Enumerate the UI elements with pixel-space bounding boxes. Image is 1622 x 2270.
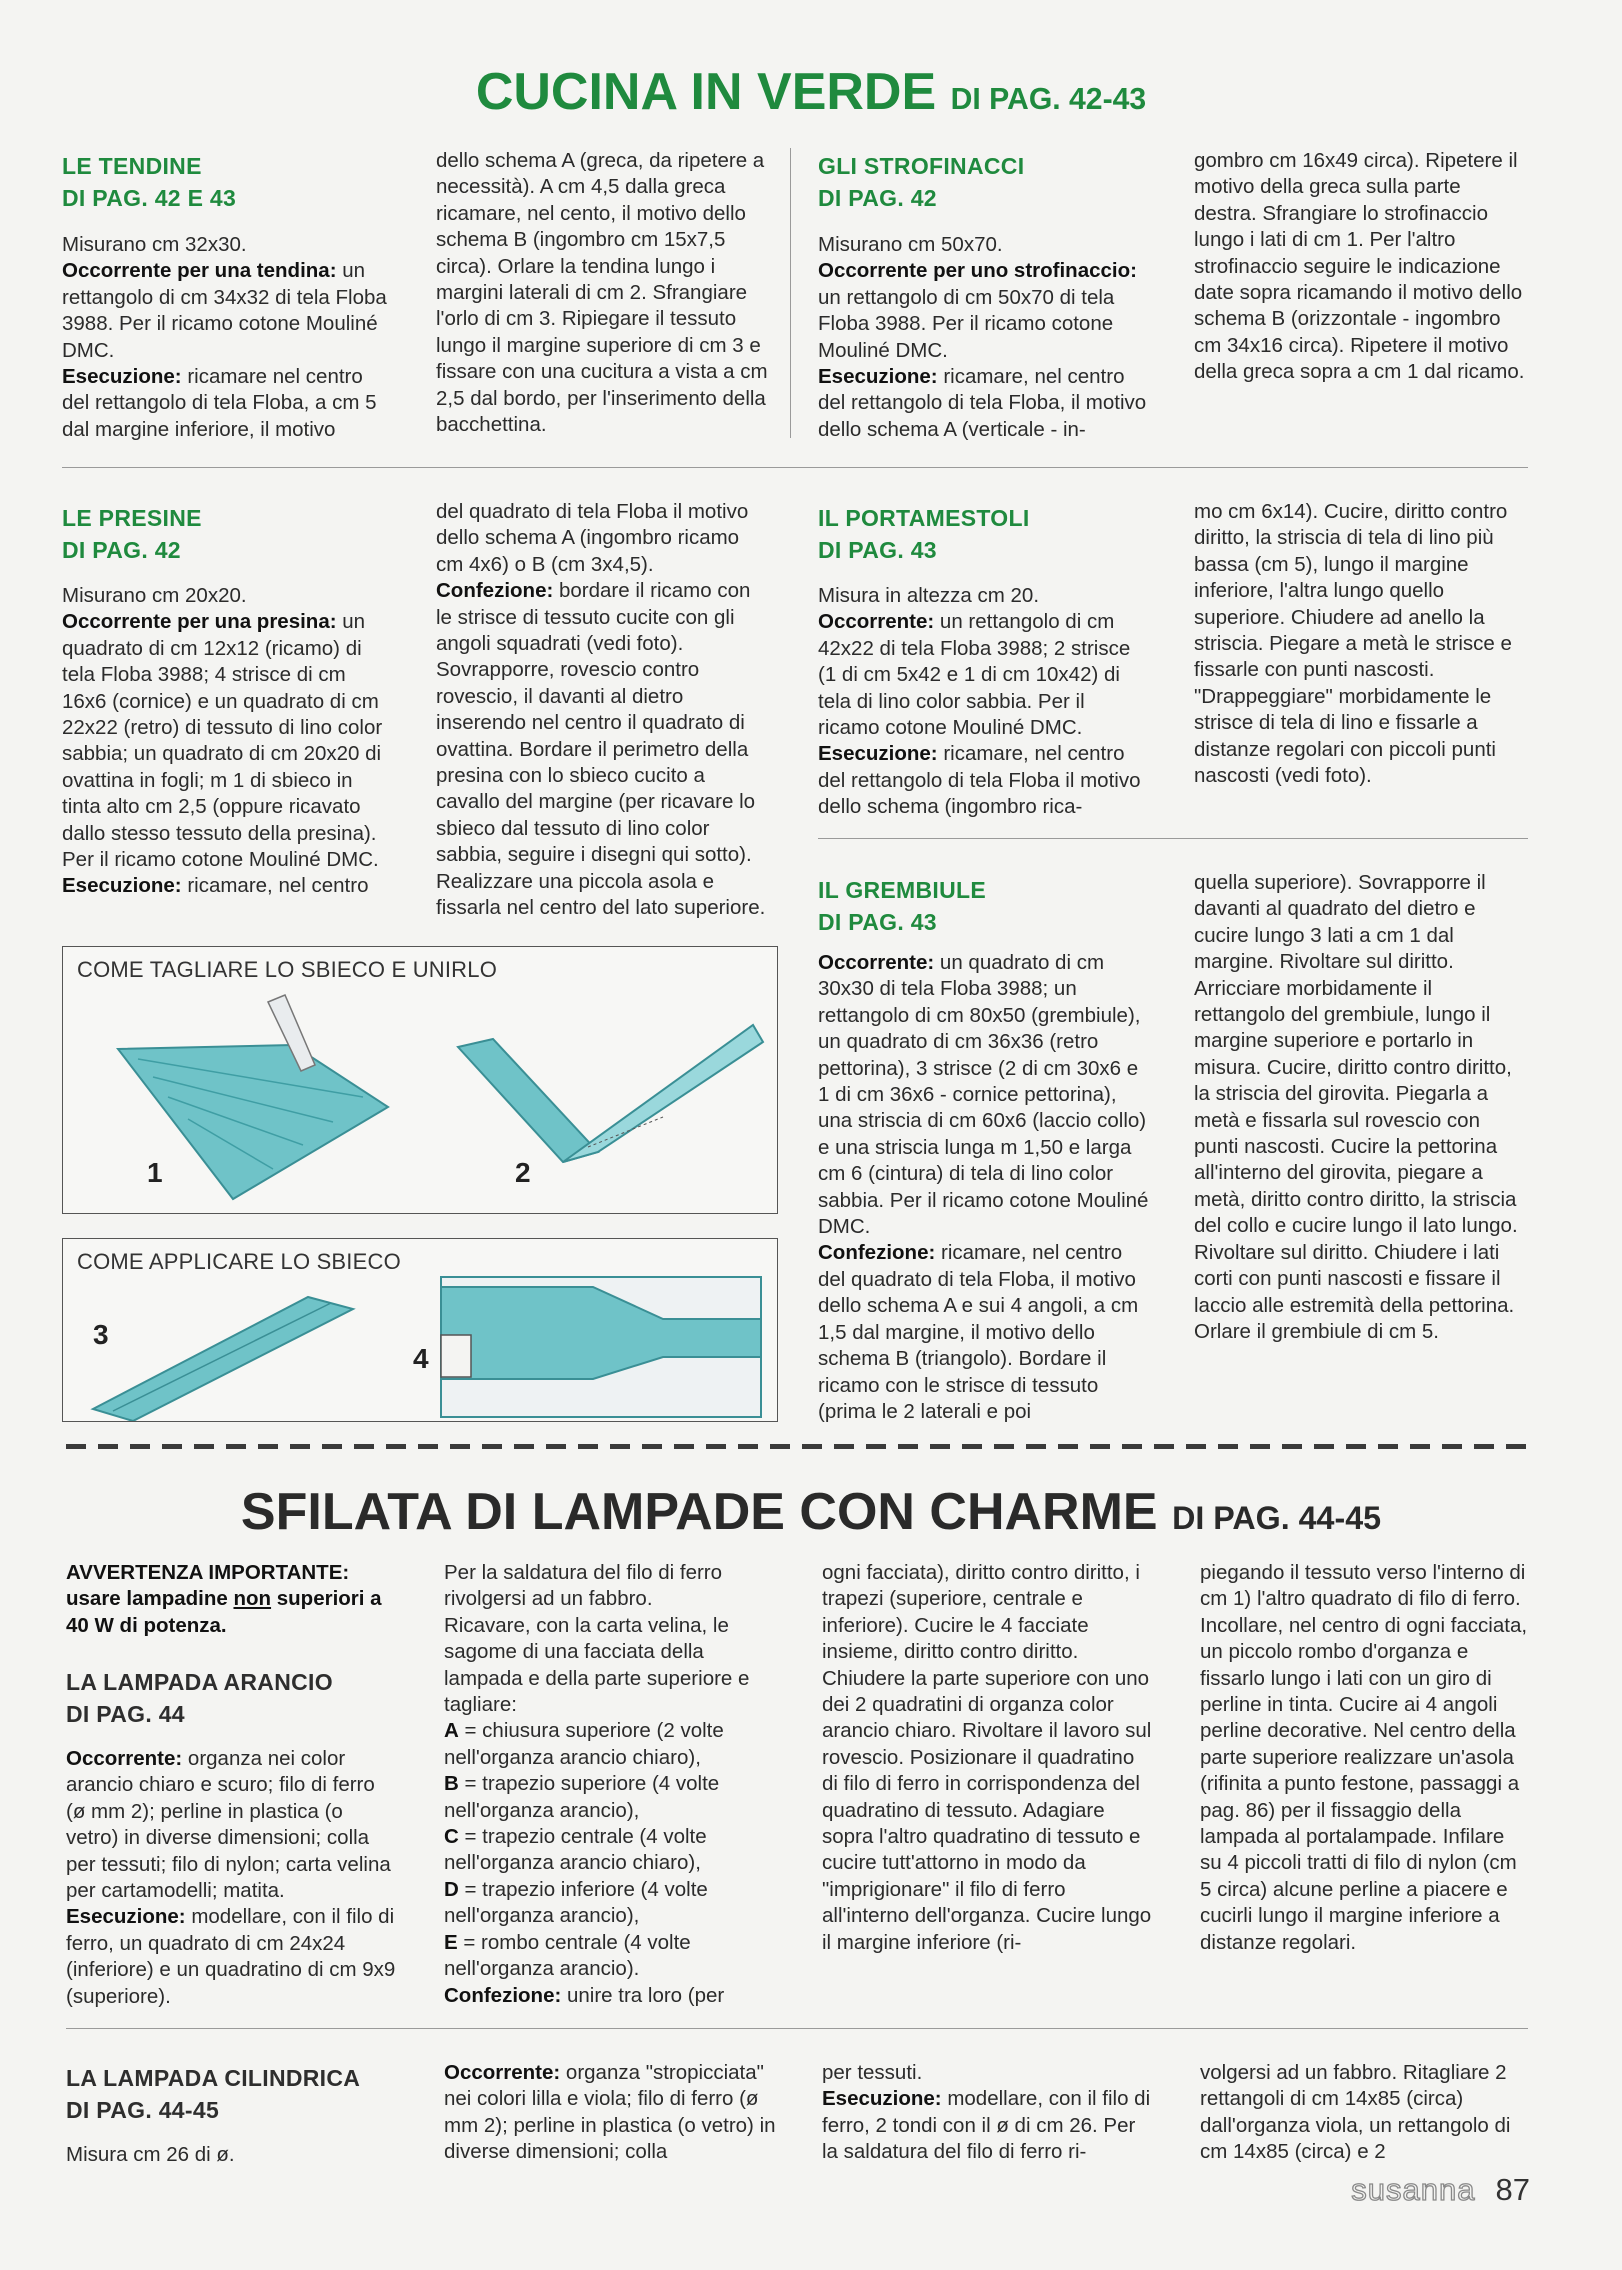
bold-lead: Occorrente per uno strofinaccio: — [818, 259, 1137, 283]
figure-number-3: 3 — [93, 1319, 109, 1350]
section-title-lampade: SFILATA DI LAMPADE CON CHARME DI PAG. 44-45 — [240, 1483, 1382, 1541]
paragraph-text: un quadrato di cm 12x12 (ricamo) di tela Floba 3988; 4 strisce di cm 16x6 (cornice) e un quadrato di cm 22x22 (retro) di tessuto di lino color sabbia; un quadrato di cm 20x20 di ovattina in fogli; m 1 di sbieco in tinta alto cm 2,5 (oppure ricavato dallo stesso tessuto della presina). Per il ricamo cotone Mouliné DMC. — [62, 610, 383, 872]
paragraph — [62, 873, 394, 899]
text-grembiule-col2: quella superiore). Sovrapporre il davanti al quadrato del dietro e cucire lungo 3 lati a cm 1 dal margine. Rivoltare sul diritto. Arricciare morbidamente il rettangolo del grembiule, lungo il margine superiore e portarlo in misura. Cucire, diritto contro diritto, la striscia del girovita. Piegarla a metà e fissarla sul rovescio con punti nascosti. Cucire la pettorina all'interno del girovita, piegare a metà, diritto contro diritto, la striscia del collo e cucire lungo il lato lungo. Rivoltare sul diritto. Chiudere i lati corti con punti nascosti e fissare il laccio alle estremità della pettorina. Orlare il grembiule di cm 5. — [1194, 871, 1518, 1343]
bold-lead: Esecuzione: — [818, 365, 938, 389]
paragraph — [444, 1824, 778, 1877]
paragraph-text: ricamare, nel centro del rettangolo di tela Floba il motivo dello schema (ingombro rica- — [818, 742, 1141, 819]
paragraph-text: unire tra loro (per — [561, 1983, 725, 2007]
bold-lead: C — [444, 1825, 459, 1849]
paragraph — [444, 1983, 778, 2009]
paragraph-text: un rettangolo di cm 42x22 di tela Floba 3988; 2 strisce (1 di cm 5x42 e 1 di cm 10x42) di tela di lino color sabbia. Per il ricamo cotone Mouliné DMC. — [818, 610, 1131, 740]
bold-lead: Occorrente per una tendina: — [62, 259, 337, 283]
text-cilindrica-col4: volgersi ad un fabbro. Ritagliare 2 rettangoli di cm 14x85 (circa) dall'organza viola, un rettangolo di cm 14x85 (circa) e 2 — [1200, 2061, 1511, 2164]
paragraph-text: Misurano cm 50x70. — [818, 233, 1003, 256]
paragraph — [818, 1240, 1150, 1425]
text-cilindrica-col3 — [822, 2060, 1154, 2166]
paragraph-text: ricamare, nel centro — [181, 874, 369, 898]
bias-cut-illustration — [63, 947, 777, 1213]
paragraph — [444, 2060, 778, 2166]
paragraph — [62, 232, 394, 258]
paragraph-text: ricamare, nel centro del quadrato di tela Floba, il motivo dello schema A e sui 4 angoli, a cm 1,5 dal margine, il motivo dello schema B (triangolo). Bordare il ricamo con le strisce di tessuto (prima le 2 laterali e poi — [818, 1241, 1139, 1423]
paragraph — [444, 1718, 778, 1771]
text-cilindrica-col1: Misura cm 26 di ø. — [66, 2143, 235, 2166]
paragraph — [818, 583, 1150, 609]
text-portamestoli-col2: mo cm 6x14). Cucire, diritto contro diritto, la striscia di tela di lino più bassa (cm 5), lungo il margine inferiore, l'altra lungo quello superiore. Chiudere ad anello la striscia. Piegare a metà le strisce e fissarle con punti nascosti. "Drappeggiare" morbidamente le strisce di tela di lino e fissarle a distanze regolari con piccoli punti nascosti (vedi foto). — [1194, 500, 1512, 788]
bold-lead: Esecuzione: — [822, 2087, 942, 2111]
paragraph — [436, 578, 770, 921]
paragraph — [818, 950, 1150, 1240]
text-strofinacci-col2: gombro cm 16x49 circa). Ripetere il motivo della greca sulla parte destra. Sfrangiare lo strofinaccio lungo i lati di cm 1. Per l'altro strofinaccio seguire le indicazione date sopra ricamando il motivo dello schema B (orizzontale - ingombro cm 34x16 circa). Ripetere il motivo della greca sopra a cm 1 dal ricamo. — [1194, 149, 1525, 384]
paragraph — [66, 1904, 396, 2010]
paragraph-text: un quadrato di cm 30x30 di tela Floba 3988; un rettangolo di cm 80x50 (grembiule), un quadrato di cm 36x36 (retro pettorina), 3 strisce (2 di cm 30x6 e 1 di cm 36x6 - cornice pettorina), una striscia di cm 60x6 (laccio collo) e una striscia lunga m 1,50 e larga cm 6 (cintura) di tela di lino color sabbia. Per il ricamo cotone Mouliné DMC. — [818, 951, 1149, 1239]
paragraph-text: ricamare, nel centro del rettangolo di tela Floba, il motivo dello schema A (verticale - in- — [818, 365, 1147, 441]
paragraph — [444, 1613, 778, 1719]
diagram-panel-cut-bias — [62, 946, 778, 1214]
paragraph — [444, 1771, 778, 1824]
paragraph — [62, 609, 394, 873]
paragraph — [444, 1560, 778, 1613]
text-presine-col2 — [436, 499, 770, 922]
text-tendine-col1 — [62, 232, 394, 443]
text-portamestoli-col1 — [818, 583, 1150, 821]
text-arancio-col3: ogni facciata), diritto contro diritto, i trapezi (superiore, centrale e inferiore). Cucire le 4 facciate insieme, diritto contro diritto. Chiudere la parte superiore con uno dei 2 quadratini di organza color arancio chiaro. Rivoltare il lavoro sul rovescio. Posizionare il quadratino di filo di ferro in corrispondenza del quadratino di tessuto. Adagiare sopra l'altro quadratino di tessuto e cucire tutt'attorno in modo da "imprigionare" il filo di ferro all'interno dell'organza. Cucire lungo il margine inferiore (ri- — [822, 1561, 1152, 1954]
paragraph-text: = trapezio inferiore (4 volte nell'organza arancio), — [444, 1877, 708, 1928]
bias-apply-illustration — [63, 1239, 777, 1421]
bold-lead: Occorrente: — [818, 610, 935, 634]
paragraph-text: = chiusura superiore (2 volte nell'organza arancio chiaro), — [444, 1719, 724, 1769]
heading-grembiule: IL GREMBIULE DI PAG. 43 — [818, 877, 987, 935]
page-number: 87 — [1495, 2172, 1530, 2207]
heading-presine: LE PRESINE DI PAG. 42 — [62, 505, 202, 563]
bold-lead: Confezione: — [444, 1983, 562, 2007]
bold-lead: Occorrente: — [444, 2061, 561, 2084]
heading-lampada-cilindrica: LA LAMPADA CILINDRICA DI PAG. 44-45 — [66, 2065, 361, 2123]
magazine-logo: susanna — [1351, 2172, 1476, 2207]
paragraph-text: Per la saldatura del filo di ferro rivolgersi ad un fabbro. — [444, 1561, 723, 1611]
heading-portamestoli: IL PORTAMESTOLI DI PAG. 43 — [818, 505, 1030, 563]
paragraph — [62, 364, 394, 443]
figure-number-2: 2 — [515, 1157, 531, 1188]
paragraph-text: modellare, con il filo di ferro, 2 tondi con il ø di cm 26. Per la saldatura del filo di ferro ri- — [822, 2087, 1151, 2164]
paragraph-text: Misurano cm 20x20. — [62, 584, 247, 607]
text-arancio-col2 — [444, 1560, 778, 2009]
paragraph — [818, 741, 1150, 820]
bold-lead: Esecuzione: — [62, 365, 182, 389]
paragraph-text: ricamare nel centro del rettangolo di tela Floba, a cm 5 dal margine inferiore, il motivo — [62, 365, 377, 441]
row-divider — [66, 2028, 1528, 2029]
paragraph — [822, 2060, 1154, 2086]
paragraph-text: organza "stropicciata" nei colori lilla e viola; filo di ferro (ø mm 2); perline in plastica (o vetro) in diverse dimensioni; colla — [444, 2061, 776, 2164]
bold-lead: Esecuzione: — [818, 742, 938, 766]
paragraph-text: per tessuti. — [822, 2061, 923, 2084]
bold-lead: Occorrente per una presina: — [62, 610, 337, 634]
heading-lampada-arancio: LA LAMPADA ARANCIO DI PAG. 44 — [66, 1669, 333, 1727]
paragraph-text: un rettangolo di cm 50x70 di tela Floba 3988. Per il ricamo cotone Mouliné DMC. — [818, 285, 1115, 362]
column-divider — [790, 148, 791, 438]
paragraph-text: del quadrato di tela Floba il motivo dello schema A (ingombro ricamo cm 4x6) o B (cm 3x4,5). — [436, 500, 749, 576]
row-divider — [62, 467, 1528, 468]
text-cilindrica-col2 — [444, 2060, 778, 2166]
paragraph — [818, 364, 1150, 443]
dashed-separator — [66, 1444, 1528, 1449]
paragraph — [444, 1930, 778, 1983]
bold-lead: Occorrente: — [818, 951, 935, 974]
paragraph-text: un rettangolo di cm 34x32 di tela Floba 3988. Per il ricamo cotone Mouliné DMC. — [62, 259, 387, 362]
paragraph — [62, 258, 394, 364]
text-arancio-col4: piegando il tessuto verso l'interno di cm 1) l'altro quadrato di filo di ferro. Incollare, nel centro di ogni facciata, un piccolo rombo d'organza e fissarlo lungo i lati con un giro di perline in tinta. Cucire ai 4 angoli perline decorative. Nel centro della parte superiore realizzare un'asola (rifinita a punto festone, passaggi a pag. 86) per il fissaggio della lampada al portalampade. Infilare su 4 piccoli tratti di filo di nylon (cm 5 circa) alcune perline a piacere e cucirli lungo il margine inferiore a distanze regolari. — [1200, 1561, 1528, 1954]
paragraph — [818, 609, 1150, 741]
heading-strofinacci: GLI STROFINACCI DI PAG. 42 — [818, 153, 1025, 211]
paragraph-text: = trapezio centrale (4 volte nell'organza arancio chiaro), — [444, 1825, 707, 1875]
paragraph-text: bordare il ricamo con le strisce di tessuto cucite con gli angoli squadrati (vedi foto). Sovrapporre, rovescio contro rovescio, il davanti al dietro inserendo nel centro il quadrato di ovattina. Bordare il perimetro della presina con lo sbieco cucito a cavallo del margine (per ricavare lo sbieco dal tessuto di lino color sabbia, seguire i disegni qui sotto). Realizzare una piccola asola e fissarla nel centro del lato superiore. — [436, 579, 766, 920]
paragraph — [436, 499, 770, 578]
bold-lead: D — [444, 1877, 459, 1901]
paragraph — [818, 232, 1150, 258]
panel-title: COME TAGLIARE LO SBIECO E UNIRLO — [77, 957, 498, 982]
bold-lead: Esecuzione: — [62, 874, 182, 898]
bold-lead: Esecuzione: — [66, 1905, 186, 1929]
text-strofinacci-col1 — [818, 232, 1150, 443]
panel-title: COME APPLICARE LO SBIECO — [77, 1249, 401, 1274]
bold-lead: B — [444, 1772, 459, 1796]
row-divider — [818, 838, 1528, 839]
bold-lead: A — [444, 1719, 459, 1743]
text-grembiule-col1 — [818, 950, 1150, 1425]
diagram-panel-apply-bias — [62, 1238, 778, 1422]
figure-number-4: 4 — [413, 1343, 429, 1374]
figure-number-1: 1 — [147, 1157, 163, 1188]
bold-lead: Confezione: — [818, 1241, 936, 1265]
paragraph — [444, 1877, 778, 1930]
paragraph — [62, 583, 394, 609]
paragraph-text: organza nei color arancio chiaro e scuro; filo di ferro (ø mm 2); perline in plastica (o vetro) in diverse dimensioni; colla per tessuti; filo di nylon; carta velina per cartamodelli; matita. — [66, 1747, 391, 1903]
paragraph-text: Misura in altezza cm 20. — [818, 584, 1040, 607]
paragraph — [818, 258, 1150, 364]
paragraph-text: = rombo centrale (4 volte nell'organza arancio). — [444, 1930, 691, 1981]
paragraph-text: Misurano cm 32x30. — [62, 233, 247, 256]
heading-tendine: LE TENDINE DI PAG. 42 E 43 — [62, 153, 237, 211]
text-arancio-col1 — [66, 1746, 396, 2010]
page-footer — [1351, 2172, 1530, 2208]
paragraph — [822, 2086, 1154, 2165]
paragraph — [66, 1746, 396, 1904]
section-title-cucina: CUCINA IN VERDE DI PAG. 42-43 — [475, 63, 1147, 121]
text-tendine-col2: dello schema A (greca, da ripetere a necessità). A cm 4,5 dalla greca ricamare, nel cento, il motivo dello schema B (ingombro cm 15x7,5 circa). Orlare la tendina lungo i margini laterali di cm 2. Sfrangiare l'orlo di cm 3. Ripiegare il tessuto lungo il margine superiore di cm 3 e fissare con una cucitura a vista a cm 2,5 dal bordo, per l'inserimento della bacchettina. — [436, 149, 768, 437]
important-warning: AVVERTENZA IMPORTANTE: usare lampadine non superiori a 40 W di potenza. — [66, 1561, 382, 1637]
bold-lead: E — [444, 1930, 458, 1954]
bold-lead: Confezione: — [436, 579, 554, 603]
paragraph-text: modellare, con il filo di ferro, un quadrato di cm 24x24 (inferiore) e un quadratino di cm 9x9 (superiore). — [66, 1905, 396, 2008]
paragraph-text: Ricavare, con la carta velina, le sagome di una facciata della lampada e della parte superiore e tagliare: — [444, 1613, 750, 1717]
paragraph-text: = trapezio superiore (4 volte nell'organza arancio), — [444, 1772, 720, 1822]
text-presine-col1 — [62, 583, 394, 900]
bold-lead: Occorrente: — [66, 1747, 183, 1770]
